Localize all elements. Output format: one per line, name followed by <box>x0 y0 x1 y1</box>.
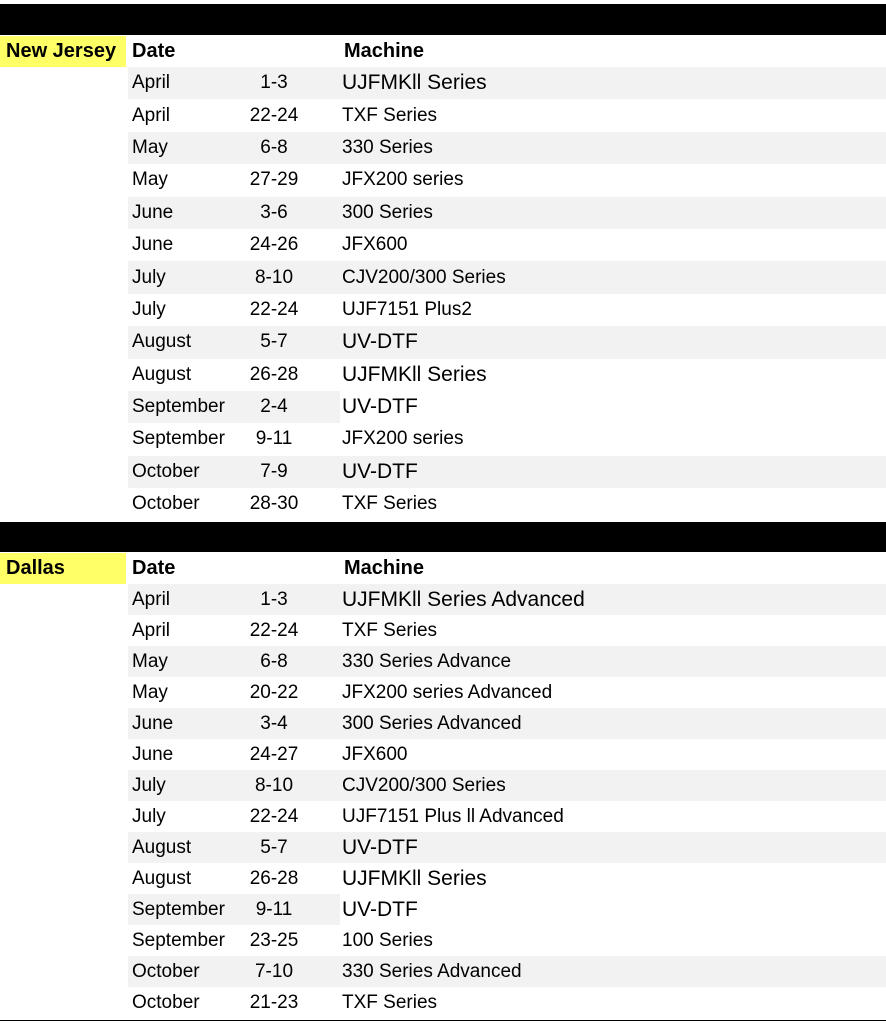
month-cell: September <box>132 898 225 920</box>
machine-cell: UJF7151 Plus2 <box>342 298 472 320</box>
month-cell: May <box>132 681 168 703</box>
machine-cell: CJV200/300 Series <box>342 266 506 288</box>
table-row <box>128 423 886 455</box>
month-cell: October <box>132 460 200 482</box>
location-label: Dallas <box>0 553 126 584</box>
days-cell: 2-4 <box>260 396 288 418</box>
days-cell: 9-11 <box>255 428 293 450</box>
days-cell: 22-24 <box>249 805 299 827</box>
machine-cell: JFX200 series <box>342 169 464 191</box>
schedule-rows <box>128 67 886 520</box>
machine-cell: UV-DTF <box>342 330 418 354</box>
table-row <box>128 391 886 423</box>
days-cell: 3-4 <box>260 712 288 734</box>
machine-cell: UV-DTF <box>342 459 418 483</box>
month-cell: October <box>132 991 200 1013</box>
machine-cell: UJF7151 Plus ll Advanced <box>342 805 564 827</box>
table-row <box>128 770 886 801</box>
table-row <box>128 164 886 196</box>
days-cell: 1-3 <box>260 588 288 610</box>
table-row <box>128 488 886 520</box>
month-cell: August <box>132 867 192 889</box>
days-cell: 24-26 <box>249 234 299 256</box>
days-cell: 26-28 <box>249 867 299 889</box>
machine-cell: JFX600 <box>342 234 408 256</box>
table-row <box>128 359 886 391</box>
month-cell: April <box>132 72 171 94</box>
machine-cell: 330 Series Advance <box>342 650 512 672</box>
days-cell: 24-27 <box>249 743 299 765</box>
days-cell: 20-22 <box>249 681 299 703</box>
machine-cell: TXF Series <box>342 493 438 515</box>
machine-cell: JFX200 series <box>342 428 464 450</box>
days-cell: 7-9 <box>260 460 288 482</box>
month-cell: May <box>132 136 168 158</box>
machine-header: Machine <box>344 40 425 62</box>
month-cell: August <box>132 363 192 385</box>
days-cell: 27-29 <box>249 169 299 191</box>
days-cell: 3-6 <box>260 201 288 223</box>
month-cell: August <box>132 331 192 353</box>
table-row <box>128 646 886 677</box>
table-row <box>128 708 886 739</box>
table-row <box>128 956 886 987</box>
month-cell: September <box>132 428 225 450</box>
machine-cell: TXF Series <box>342 619 438 641</box>
month-cell: April <box>132 619 171 641</box>
table-row <box>128 99 886 131</box>
machine-cell: UV-DTF <box>342 835 418 859</box>
machine-cell: UV-DTF <box>342 897 418 921</box>
month-cell: October <box>132 960 200 982</box>
table-row <box>128 229 886 261</box>
table-row <box>128 67 886 99</box>
month-cell: April <box>132 104 171 126</box>
table-row <box>128 615 886 646</box>
table-row <box>128 987 886 1018</box>
date-header: Date <box>132 40 176 62</box>
month-cell: June <box>132 201 174 223</box>
days-cell: 1-3 <box>260 72 288 94</box>
table-row <box>128 801 886 832</box>
days-cell: 22-24 <box>249 619 299 641</box>
month-cell: June <box>132 743 174 765</box>
machine-cell: UV-DTF <box>342 395 418 419</box>
table-row <box>128 925 886 956</box>
month-cell: September <box>132 929 225 951</box>
days-cell: 5-7 <box>260 836 288 858</box>
table-row <box>128 326 886 358</box>
days-cell: 5-7 <box>260 331 288 353</box>
machine-cell: 300 Series Advanced <box>342 712 522 734</box>
month-cell: June <box>132 234 174 256</box>
days-cell: 8-10 <box>254 266 294 288</box>
machine-cell: JFX600 <box>342 743 408 765</box>
table-row <box>128 739 886 770</box>
month-cell: May <box>132 169 168 191</box>
days-cell: 8-10 <box>254 774 294 796</box>
table-row <box>128 294 886 326</box>
table-row <box>128 197 886 229</box>
month-cell: June <box>132 712 174 734</box>
machine-cell: 100 Series <box>342 929 433 951</box>
days-cell: 22-24 <box>249 104 299 126</box>
days-cell: 23-25 <box>249 929 299 951</box>
bottom-rule <box>0 1020 886 1021</box>
month-cell: July <box>132 805 166 827</box>
table-row <box>128 261 886 293</box>
month-cell: July <box>132 298 166 320</box>
month-cell: April <box>132 588 171 610</box>
month-cell: July <box>132 266 166 288</box>
machine-cell: 330 Series <box>342 136 433 158</box>
date-header: Date <box>132 557 176 579</box>
machine-cell: UJFMKll Series <box>342 866 487 890</box>
location-label: New Jersey <box>0 36 126 67</box>
table-row <box>128 456 886 488</box>
table-row <box>128 584 886 615</box>
top-black-bar <box>0 4 886 35</box>
days-cell: 6-8 <box>260 136 288 158</box>
table-row <box>128 677 886 708</box>
machine-cell: CJV200/300 Series <box>342 774 506 796</box>
days-cell: 22-24 <box>249 298 299 320</box>
table-row <box>128 132 886 164</box>
days-cell: 6-8 <box>260 650 288 672</box>
table-row <box>128 832 886 863</box>
machine-cell: TXF Series <box>342 104 438 126</box>
days-cell: 28-30 <box>249 493 299 515</box>
month-cell: October <box>132 493 200 515</box>
divider-black-bar <box>0 522 886 552</box>
machine-cell: UJFMKll Series <box>342 362 487 386</box>
machine-cell: TXF Series <box>342 991 438 1013</box>
machine-cell: JFX200 series Advanced <box>342 681 553 703</box>
month-cell: July <box>132 774 166 796</box>
month-cell: September <box>132 396 225 418</box>
machine-header: Machine <box>344 557 425 579</box>
days-cell: 7-10 <box>254 960 294 982</box>
table-row <box>128 894 886 925</box>
month-cell: May <box>132 650 168 672</box>
machine-cell: 330 Series Advanced <box>342 960 522 982</box>
month-cell: August <box>132 836 192 858</box>
machine-cell: UJFMKll Series Advanced <box>342 587 585 611</box>
days-cell: 9-11 <box>255 898 293 920</box>
machine-cell: 300 Series <box>342 201 433 223</box>
days-cell: 26-28 <box>249 363 299 385</box>
table-row <box>128 863 886 894</box>
days-cell: 21-23 <box>249 991 299 1013</box>
schedule-rows <box>128 584 886 1018</box>
machine-cell: UJFMKll Series <box>342 71 487 95</box>
